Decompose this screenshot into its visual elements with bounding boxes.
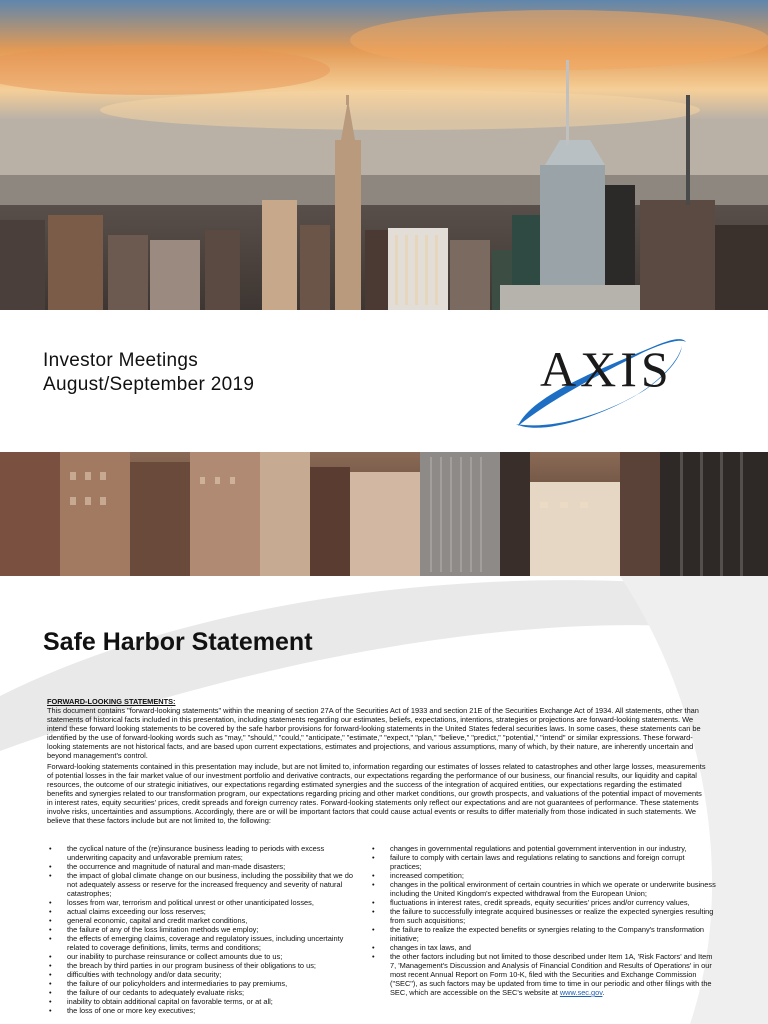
list-item: • the cyclical nature of the (re)insurance business leading to periods with excess underwriting capacity and unfavorable premium rates; (47, 844, 359, 862)
list-item: • our inability to purchase reinsurance or collect amounts due to us; (47, 952, 359, 961)
list-item: • losses from war, terrorism and political unrest or other unanticipated losses, (47, 898, 359, 907)
list-item: • changes in tax laws, and (370, 943, 717, 952)
list-item: • changes in governmental regulations and potential government intervention in our industry, (370, 844, 717, 853)
forward-looking-heading: FORWARD-LOOKING STATEMENTS: (47, 697, 176, 706)
list-item: • fluctuations in interest rates, credit spreads, equity securities' prices and/or currency values, (370, 898, 717, 907)
sec-link[interactable]: www.sec.gov (559, 988, 603, 997)
list-item: • the loss of one or more key executives; (47, 1006, 359, 1015)
list-item: • the impact of global climate change on our business, including the possibility that we do not adequately assess or reserve for the increased frequency and severity of natural catastrophes; (47, 871, 359, 898)
paragraph-1: This document contains "forward-looking statements" within the meaning of section 27A of the Securities Act of 1933 and section 21E of the Securities Exchange Act of 1934. All statements, other than statements of historical facts included in this presentation, including statements regarding our estimates, beliefs, expectations, intentions, strategies or projections are forward-looking statements. We intend these forward looking statements to be covered by the safe harbor provisions for forward-looking statements in the United States federal securities laws. In some cases, these statements can be identified by the use of forward-looking words such as "may," "should," "could," "anticipate," "estimate," "expect," "plan," "believe," "predict," "potential," "intend" or similar expressions. These forward-looking statements are not historical facts, and are based upon current expectations, estimates and projections, and various assumptions, many of which, by their nature, are inherently uncertain and beyond management's control. (47, 706, 701, 760)
list-item: • general economic, capital and credit market conditions, (47, 916, 359, 925)
list-item (370, 952, 717, 997)
list-item: • the failure to realize the expected benefits or synergies relating to the Company's transformation initiative; (370, 925, 717, 943)
left-bullet-list (47, 844, 359, 1015)
list-item: • the breach by third parties in our program business of their obligations to us; (47, 961, 359, 970)
skyline-illustration (0, 0, 768, 310)
safe-harbor-slide (0, 576, 768, 1024)
list-item: • the failure of our policyholders and intermediaries to pay premiums, (47, 979, 359, 988)
paragraph-2: Forward-looking statements contained in this presentation may include, but are not limited to, information regarding our estimates of losses related to catastrophes and other large losses, measurements of potential losses in the fair market value of our investment portfolio and derivative contracts, our expectations regarding the performance of our business, our financial results, our liquidity and capital resources, the outcome of our strategic initiatives, our expectations regarding estimated synergies and the success of the integration of acquired entities, our expectations regarding the estimated benefits and synergies related to our transformation program, our expectations regarding pricing and other market conditions, our growth prospects, and valuations of the potential impact of movements in interest rates, equity securities' prices, credit spreads and foreign currency rates. Forward-looking statements only reflect our expectations and are not guarantees of performance. These statements involve risks, uncertainties and assumptions. Accordingly, there are or will be important factors that could cause actual events or results to differ materially from those indicated in such statements. We believe that these factors include but are not limited to, the following: (47, 762, 706, 825)
list-item: • the failure of our cedants to adequately evaluate risks; (47, 988, 359, 997)
street-illustration (0, 452, 768, 576)
slide-title: Safe Harbor Statement (43, 628, 313, 656)
list-item: • changes in the political environment of certain countries in which we operate or underwrite business including the United Kingdom's expected withdrawal from the European Union; (370, 880, 717, 898)
right-bullet-list (370, 844, 717, 997)
right-column (370, 844, 717, 997)
axis-logo-text: AXIS (540, 341, 673, 397)
list-item: • actual claims exceeding our loss reserves; (47, 907, 359, 916)
list-item: • difficulties with technology and/or data security; (47, 970, 359, 979)
cover-title-line2: August/September 2019 (43, 374, 255, 395)
axis-logo (510, 318, 690, 438)
list-item: • the failure of any of the loss limitation methods we employ; (47, 925, 359, 934)
list-item: • failure to comply with certain laws and regulations relating to sanctions and foreign corrupt practices; (370, 853, 717, 871)
list-item: • the occurrence and magnitude of natural and man-made disasters; (47, 862, 359, 871)
list-item: • inability to obtain additional capital on favorable terms, or at all; (47, 997, 359, 1006)
cover-photo-bottom (0, 452, 768, 576)
cover-photo-top (0, 0, 768, 310)
cover-title-line1: Investor Meetings (43, 350, 199, 371)
forward-looking-text (47, 697, 709, 827)
other-factors-text: the other factors including but not limited to those described under Item 1A, 'Risk Factors' and Item 7, 'Management's Discussion and Analysis of Financial Condition and Results of Operations' in our most recent Annual Report on Form 10-K, filed with the Securities and Exchange Commission ("SEC"), as such factors may be updated from time to time in our periodic and other filings with the SEC, which are accessible on the SEC's website at (390, 952, 713, 997)
list-item: • the failure to successfully integrate acquired businesses or realize the expected synergies resulting from such acquisitions; (370, 907, 717, 925)
sec-link-suffix: . (602, 988, 605, 997)
list-item: • the effects of emerging claims, coverage and regulatory issues, including uncertainty related to coverage definitions, limits, terms and conditions; (47, 934, 359, 952)
left-column (47, 844, 359, 1015)
list-item: • increased competition; (370, 871, 717, 880)
